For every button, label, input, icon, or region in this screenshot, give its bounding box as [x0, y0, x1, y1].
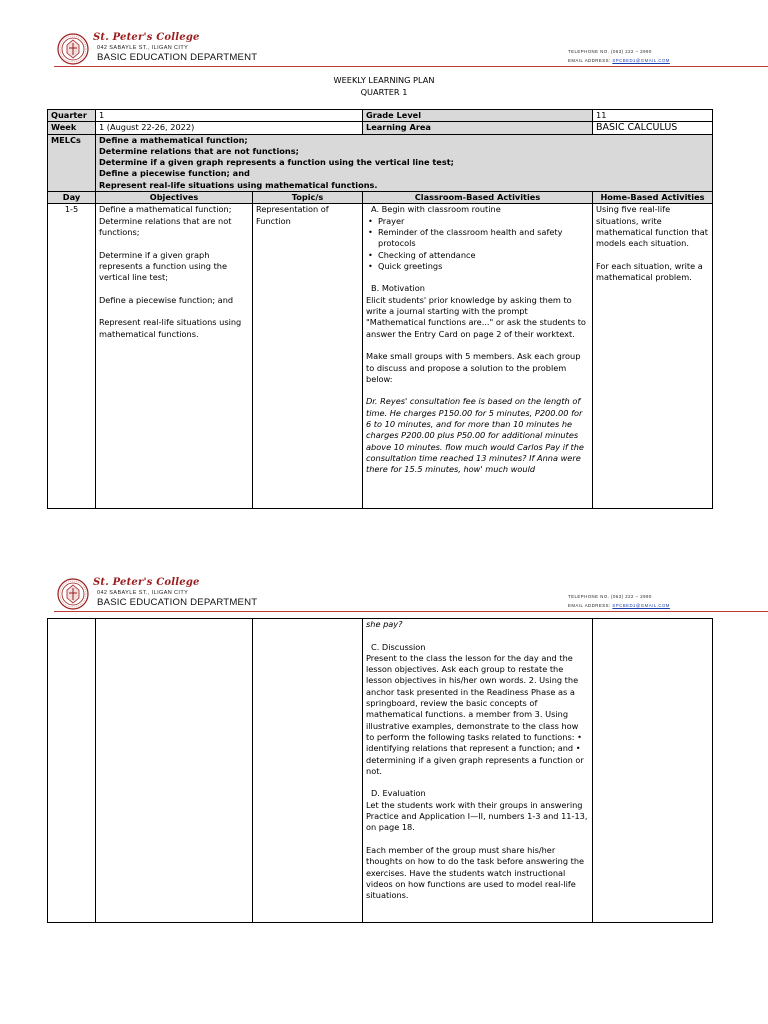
quarter-label: Quarter — [48, 110, 96, 122]
weekly-plan-table-continued — [47, 618, 713, 923]
department-name: BASIC EDUCATION DEPARTMENT — [97, 597, 258, 608]
melc-item: Represent real-life situations using mathematical functions. — [99, 179, 378, 190]
column-header-row — [48, 192, 713, 204]
evaluation-text: Let the students work with their groups in answering Practice and Application I—II, numbers 1-3 and 11-13, on page 18. — [366, 799, 588, 833]
objective-item: Define a piecewise function; and — [99, 294, 234, 305]
telephone: TELEPHONE NO. (063) 222 – 2990 — [568, 49, 652, 54]
evaluation-text-2: Each member of the group must share his/her thoughts on how to do the task before answering the exercises. Have the students watch instructional videos on how functions are used to model real-life situations. — [366, 844, 585, 901]
col-classroom: Classroom-Based Activities — [363, 192, 593, 204]
title-line-1: WEEKLY LEARNING PLAN — [333, 75, 435, 85]
melcs-list — [96, 134, 713, 191]
learning-area-label: Learning Area — [363, 122, 593, 134]
topic-cell-empty — [253, 619, 363, 923]
melcs-label: MELCs — [48, 134, 96, 191]
list-item: • Quick greetings — [378, 261, 589, 272]
college-address: 042 SABAYLE ST., ILIGAN CITY — [97, 45, 189, 51]
classroom-activities-cell — [363, 619, 593, 923]
objective-item: Determine if a given graph represents a function using the vertical line test; — [99, 249, 228, 283]
department-name: BASIC EDUCATION DEPARTMENT — [97, 52, 258, 63]
motivation-text: Elicit students' prior knowledge by asking them to write a journal starting with the prompt "Mathematical functions are..." or ask the students to answer the Entry Card on page 2 of their worktext. — [366, 294, 586, 339]
grade-value: 11 — [593, 110, 713, 122]
list-item: • Checking of attendance — [378, 250, 589, 261]
objectives-cell — [96, 204, 253, 509]
objective-item: Define a mathematical function; Determine relations that are not functions; — [99, 204, 232, 237]
college-address: 042 SABAYLE ST., ILIGAN CITY — [97, 590, 189, 596]
home-activity-item: For each situation, write a mathematical problem. — [596, 260, 703, 283]
document-title — [0, 74, 768, 98]
email-link[interactable]: SPCBED1@GMAIL.COM — [612, 58, 670, 63]
quarter-row — [48, 110, 713, 122]
section-c-heading: C. Discussion — [371, 641, 426, 652]
melcs-row — [48, 134, 713, 191]
email-label: EMAIL ADDRESS: — [568, 603, 611, 608]
letterhead — [0, 575, 768, 615]
col-home: Home-Based Activities — [593, 192, 713, 204]
group-instruction-text: Make small groups with 5 members. Ask each group to discuss and propose a solution to the problem below: — [366, 351, 581, 384]
week-label: Week — [48, 122, 96, 134]
melc-item: Determine if a given graph represents a function using the vertical line test; — [99, 157, 454, 168]
home-activity-item: Using five real-life situations, write mathematical function that models each situation. — [596, 204, 708, 249]
home-activities-cell-empty — [593, 619, 713, 923]
weekly-plan-table — [47, 109, 713, 509]
plan-row-day-1-5 — [48, 204, 713, 509]
email-link[interactable]: SPCBED1@GMAIL.COM — [612, 603, 670, 608]
title-line-2: QUARTER 1 — [360, 87, 408, 97]
learning-area-value: BASIC CALCULUS — [593, 122, 713, 134]
objectives-cell-empty — [96, 619, 253, 923]
problem-text-continued: she pay? — [366, 619, 403, 629]
topic-cell: Representation of Function — [253, 204, 363, 509]
email-label: EMAIL ADDRESS: — [568, 58, 611, 63]
letterhead — [0, 30, 768, 70]
list-item: • Prayer — [378, 216, 589, 227]
grade-label: Grade Level — [363, 110, 593, 122]
melc-item: Determine relations that are not functions; — [99, 145, 299, 156]
section-d-heading: D. Evaluation — [371, 788, 426, 799]
plan-row-continued — [48, 619, 713, 923]
melc-item: Define a piecewise function; and — [99, 168, 250, 179]
quarter-value: 1 — [96, 110, 363, 122]
college-seal-icon — [57, 33, 89, 65]
week-row — [48, 122, 713, 134]
col-objectives: Objectives — [96, 192, 253, 204]
section-b-heading: B. Motivation — [371, 283, 425, 294]
header-divider — [54, 611, 768, 612]
col-topics: Topic/s — [253, 192, 363, 204]
page-2 — [0, 570, 768, 1010]
contact-info — [568, 47, 718, 65]
day-cell-empty — [48, 619, 96, 923]
header-divider — [54, 66, 768, 67]
discussion-text: Present to the class the lesson for the day and the lesson objectives. Ask each group to restate the lesson objectives in his/her own words. 2. Using the anchor task presented in the Readiness Phase as a springboard, review the basic concepts of mathematical functions. a member from 3. Using illustrative examples, demonstrate to the class how to perform the following tasks related to functions: • identifying relations that represent a function; and • determining if a given graph represents a function or not. — [366, 652, 584, 776]
problem-text: Dr. Reyes' consultation fee is based on the length of time. He charges P150.00 for 5 minutes, P200.00 for 6 to 10 minutes, and for more than 10 minutes he charges P200.00 plus P50.00 for additional minutes above 10 minutes. flow much would Carlos Pay if the consultation time reached 13 minutes? If Anna were there for 15.5 minutes, how' much would — [366, 396, 584, 475]
college-seal-icon — [57, 578, 89, 610]
melc-item: Define a mathematical function; — [99, 134, 248, 145]
contact-info — [568, 592, 718, 610]
week-value: 1 (August 22-26, 2022) — [96, 122, 363, 134]
telephone: TELEPHONE NO. (063) 222 – 2990 — [568, 594, 652, 599]
home-activities-cell — [593, 204, 713, 509]
section-a-heading: A. Begin with classroom routine — [371, 204, 501, 215]
objective-item: Represent real-life situations using mathematical functions. — [99, 317, 242, 339]
list-item: • Reminder of the classroom health and safety protocols — [378, 227, 589, 250]
classroom-activities-cell — [363, 204, 593, 509]
college-name: St. Peter's College — [93, 577, 200, 588]
day-cell: 1-5 — [48, 204, 96, 509]
college-name: St. Peter's College — [93, 32, 200, 43]
col-day: Day — [48, 192, 96, 204]
routine-list — [366, 216, 589, 272]
